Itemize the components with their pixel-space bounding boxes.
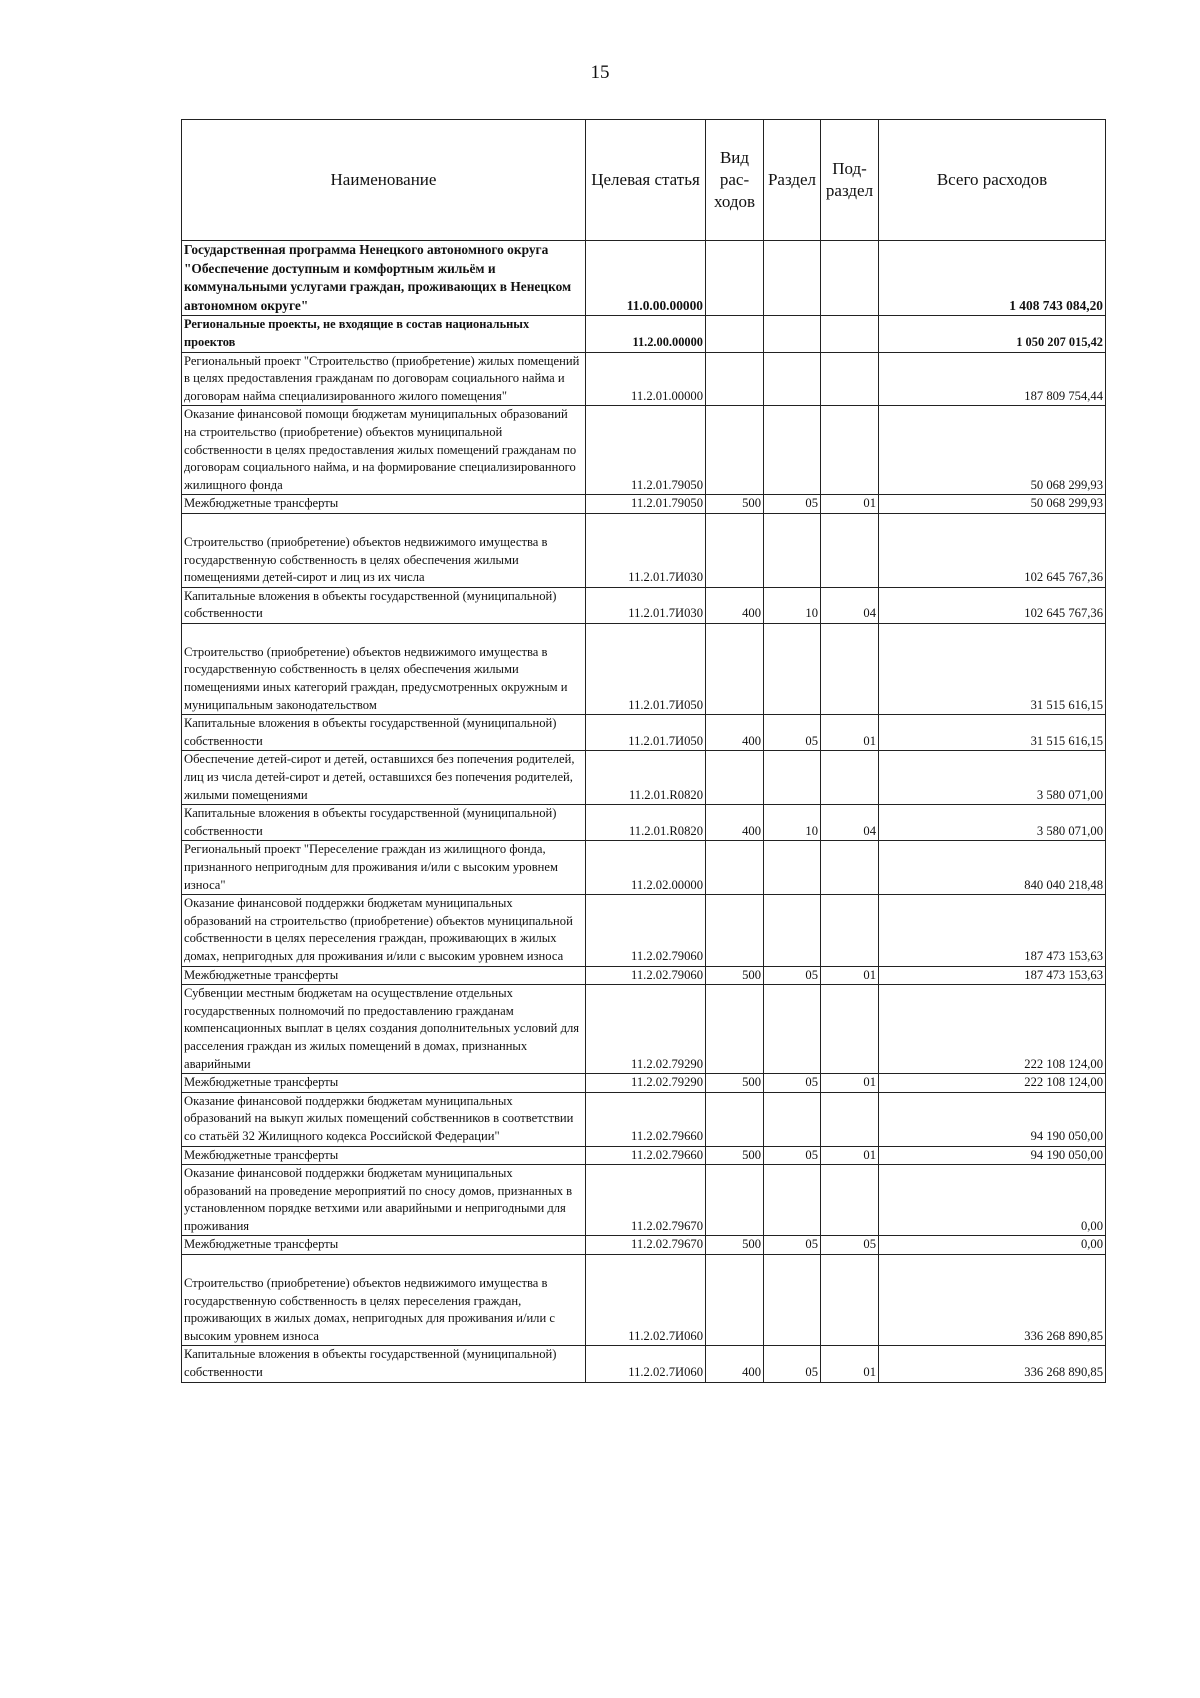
cell-subsection: [821, 406, 879, 495]
cell-expense-type: [706, 1092, 764, 1146]
cell-section: [764, 985, 821, 1074]
cell-name: Капитальные вложения в объекты государственной (муниципальной) собственности: [182, 805, 586, 841]
cell-name: Региональные проекты, не входящие в состав национальных проектов: [182, 316, 586, 352]
cell-total: 102 645 767,36: [879, 513, 1106, 587]
cell-expense-type: [706, 1165, 764, 1236]
cell-section: 05: [764, 1346, 821, 1382]
table-row: [182, 1346, 1106, 1382]
cell-target: 11.2.01.7И050: [586, 623, 706, 714]
header-section: Раздел: [764, 120, 821, 241]
cell-name: Капитальные вложения в объекты государственной (муниципальной) собственности: [182, 587, 586, 623]
cell-total: 222 108 124,00: [879, 1074, 1106, 1093]
cell-subsection: [821, 1092, 879, 1146]
cell-section: [764, 841, 821, 895]
cell-total: 1 050 207 015,42: [879, 316, 1106, 352]
cell-section: [764, 1165, 821, 1236]
table-row: [182, 1146, 1106, 1165]
cell-total: 1 408 743 084,20: [879, 241, 1106, 316]
cell-target: 11.2.02.7И060: [586, 1255, 706, 1346]
cell-total: 336 268 890,85: [879, 1346, 1106, 1382]
cell-subsection: 04: [821, 587, 879, 623]
cell-subsection: [821, 352, 879, 406]
cell-subsection: [821, 841, 879, 895]
cell-target: 11.2.02.79290: [586, 985, 706, 1074]
cell-total: 50 068 299,93: [879, 406, 1106, 495]
cell-section: 05: [764, 1146, 821, 1165]
cell-subsection: 01: [821, 1146, 879, 1165]
table-row: [182, 513, 1106, 587]
cell-subsection: [821, 985, 879, 1074]
cell-total: 102 645 767,36: [879, 587, 1106, 623]
cell-section: 05: [764, 1236, 821, 1255]
cell-section: 05: [764, 1074, 821, 1093]
cell-subsection: [821, 316, 879, 352]
header-name: Наименование: [182, 120, 586, 241]
cell-expense-type: [706, 241, 764, 316]
cell-total: 0,00: [879, 1236, 1106, 1255]
cell-target: 11.2.01.7И030: [586, 513, 706, 587]
cell-target: 11.2.01.00000: [586, 352, 706, 406]
table-header-row: [182, 120, 1106, 241]
cell-expense-type: [706, 352, 764, 406]
cell-total: 94 190 050,00: [879, 1092, 1106, 1146]
table-row: [182, 751, 1106, 805]
cell-subsection: 01: [821, 715, 879, 751]
cell-subsection: 05: [821, 1236, 879, 1255]
cell-name: Региональный проект "Переселение граждан из жилищного фонда, признанного непригодным для проживания и/или с высоким уровнем износа": [182, 841, 586, 895]
table-row: [182, 241, 1106, 316]
page-number: 15: [590, 62, 610, 83]
cell-total: 94 190 050,00: [879, 1146, 1106, 1165]
cell-target: 11.2.00.00000: [586, 316, 706, 352]
cell-target: 11.2.01.79050: [586, 406, 706, 495]
cell-subsection: [821, 513, 879, 587]
cell-section: [764, 895, 821, 966]
cell-section: [764, 316, 821, 352]
table-row: [182, 1074, 1106, 1093]
cell-expense-type: 500: [706, 966, 764, 985]
cell-section: 10: [764, 587, 821, 623]
cell-section: [764, 406, 821, 495]
header-total: Всего расходов: [879, 120, 1106, 241]
cell-target: 11.2.02.00000: [586, 841, 706, 895]
table-row: [182, 1092, 1106, 1146]
cell-section: [764, 241, 821, 316]
cell-name: Межбюджетные трансферты: [182, 1074, 586, 1093]
cell-name: Строительство (приобретение) объектов недвижимого имущества в государственную собственность в целях переселения граждан, проживающих в жилых домах, непригодных для проживания и/или с высоким уровнем износа: [182, 1255, 586, 1346]
cell-total: 3 580 071,00: [879, 751, 1106, 805]
table-body: [182, 241, 1106, 1383]
table-row: [182, 841, 1106, 895]
cell-target: 11.2.02.79670: [586, 1165, 706, 1236]
cell-name: Оказание финансовой поддержки бюджетам муниципальных образований на проведение мероприятий по сносу домов, признанных в установленном порядке ветхими или аварийными и непригодными для проживания: [182, 1165, 586, 1236]
header-target: Целевая статья: [586, 120, 706, 241]
cell-name: Обеспечение детей-сирот и детей, оставшихся без попечения родителей, лиц из числа детей-сирот и детей, оставшихся без попечения родителей, жилыми помещениями: [182, 751, 586, 805]
cell-section: [764, 1255, 821, 1346]
cell-target: 11.2.02.79670: [586, 1236, 706, 1255]
cell-subsection: 01: [821, 1346, 879, 1382]
table-row: [182, 985, 1106, 1074]
cell-subsection: [821, 623, 879, 714]
cell-section: 05: [764, 495, 821, 514]
cell-target: 11.0.00.00000: [586, 241, 706, 316]
cell-target: 11.2.01.79050: [586, 495, 706, 514]
cell-name: Межбюджетные трансферты: [182, 1146, 586, 1165]
cell-name: Капитальные вложения в объекты государственной (муниципальной) собственности: [182, 715, 586, 751]
cell-expense-type: [706, 316, 764, 352]
table-row: [182, 316, 1106, 352]
cell-name: Строительство (приобретение) объектов недвижимого имущества в государственную собственность в целях обеспечения жилыми помещениями детей-сирот и лиц из их числа: [182, 513, 586, 587]
cell-target: 11.2.02.79660: [586, 1146, 706, 1165]
table-row: [182, 623, 1106, 714]
cell-expense-type: 400: [706, 587, 764, 623]
cell-expense-type: 400: [706, 715, 764, 751]
cell-target: 11.2.01.R0820: [586, 805, 706, 841]
cell-expense-type: [706, 406, 764, 495]
cell-subsection: [821, 751, 879, 805]
cell-name: Оказание финансовой помощи бюджетам муниципальных образований на строительство (приобретение) объектов муниципальной собственности в целях предоставления жилых помещений гражданам по договорам социального найма, и на формирование специализированного жилищного фонда: [182, 406, 586, 495]
cell-expense-type: [706, 841, 764, 895]
cell-name: Оказание финансовой поддержки бюджетам муниципальных образований на строительство (приобретение) объектов муниципальной собственности в целях переселения граждан, проживающих в жилых домах, непригодных для проживания и/или с высоким уровнем износа: [182, 895, 586, 966]
table-row: [182, 1255, 1106, 1346]
cell-target: 11.2.02.79060: [586, 966, 706, 985]
cell-target: 11.2.01.7И050: [586, 715, 706, 751]
cell-total: 840 040 218,48: [879, 841, 1106, 895]
cell-name: Региональный проект "Строительство (приобретение) жилых помещений в целях предоставления гражданам по договорам социального найма и договорам найма специализированного жилого помещения": [182, 352, 586, 406]
cell-target: 11.2.02.79660: [586, 1092, 706, 1146]
cell-total: 50 068 299,93: [879, 495, 1106, 514]
cell-section: [764, 352, 821, 406]
cell-section: 05: [764, 966, 821, 985]
cell-total: 3 580 071,00: [879, 805, 1106, 841]
budget-table: [181, 119, 1106, 1383]
table-row: [182, 1236, 1106, 1255]
cell-subsection: [821, 895, 879, 966]
table-row: [182, 966, 1106, 985]
cell-total: 336 268 890,85: [879, 1255, 1106, 1346]
cell-target: 11.2.02.7И060: [586, 1346, 706, 1382]
cell-target: 11.2.02.79060: [586, 895, 706, 966]
cell-expense-type: [706, 1255, 764, 1346]
cell-subsection: [821, 241, 879, 316]
cell-total: 0,00: [879, 1165, 1106, 1236]
cell-target: 11.2.01.7И030: [586, 587, 706, 623]
table-row: [182, 805, 1106, 841]
table-row: [182, 352, 1106, 406]
cell-name: Субвенции местным бюджетам на осуществление отдельных государственных полномочий по предоставлению гражданам компенсационных выплат в целях создания дополнительных условий для расселения граждан из жилых помещений в домах, признанных аварийными: [182, 985, 586, 1074]
cell-subsection: 01: [821, 1074, 879, 1093]
cell-name: Оказание финансовой поддержки бюджетам муниципальных образований на выкуп жилых помещений собственников в соответствии со статьёй 32 Жилищного кодекса Российской Федерации": [182, 1092, 586, 1146]
cell-expense-type: 400: [706, 1346, 764, 1382]
cell-total: 31 515 616,15: [879, 623, 1106, 714]
cell-expense-type: [706, 751, 764, 805]
cell-total: 187 473 153,63: [879, 966, 1106, 985]
cell-name: Межбюджетные трансферты: [182, 966, 586, 985]
cell-expense-type: [706, 513, 764, 587]
cell-name: Государственная программа Ненецкого автономного округа "Обеспечение доступным и комфортным жильём и коммунальными услугами граждан, проживающих в Ненецком автономном округе": [182, 241, 586, 316]
cell-subsection: [821, 1255, 879, 1346]
cell-subsection: 04: [821, 805, 879, 841]
table-row: [182, 895, 1106, 966]
cell-subsection: 01: [821, 495, 879, 514]
header-expense-type: Вид рас-ходов: [706, 120, 764, 241]
table-row: [182, 406, 1106, 495]
cell-expense-type: 500: [706, 1236, 764, 1255]
header-subsection: Под-раздел: [821, 120, 879, 241]
cell-total: 187 473 153,63: [879, 895, 1106, 966]
cell-name: Строительство (приобретение) объектов недвижимого имущества в государственную собственность в целях обеспечения жилыми помещениями иных категорий граждан, предусмотренных окружным и муниципальным законодательством: [182, 623, 586, 714]
cell-subsection: [821, 1165, 879, 1236]
cell-expense-type: [706, 895, 764, 966]
cell-target: 11.2.02.79290: [586, 1074, 706, 1093]
cell-total: 31 515 616,15: [879, 715, 1106, 751]
table-row: [182, 715, 1106, 751]
cell-expense-type: [706, 985, 764, 1074]
cell-section: 10: [764, 805, 821, 841]
cell-expense-type: 400: [706, 805, 764, 841]
cell-expense-type: 500: [706, 495, 764, 514]
cell-name: Капитальные вложения в объекты государственной (муниципальной) собственности: [182, 1346, 586, 1382]
cell-total: 187 809 754,44: [879, 352, 1106, 406]
table-row: [182, 495, 1106, 514]
cell-name: Межбюджетные трансферты: [182, 495, 586, 514]
cell-section: [764, 623, 821, 714]
table-row: [182, 587, 1106, 623]
cell-expense-type: [706, 623, 764, 714]
cell-expense-type: 500: [706, 1146, 764, 1165]
cell-section: [764, 751, 821, 805]
cell-subsection: 01: [821, 966, 879, 985]
table-row: [182, 1165, 1106, 1236]
cell-section: [764, 1092, 821, 1146]
cell-expense-type: 500: [706, 1074, 764, 1093]
cell-total: 222 108 124,00: [879, 985, 1106, 1074]
cell-section: [764, 513, 821, 587]
cell-name: Межбюджетные трансферты: [182, 1236, 586, 1255]
cell-section: 05: [764, 715, 821, 751]
cell-target: 11.2.01.R0820: [586, 751, 706, 805]
